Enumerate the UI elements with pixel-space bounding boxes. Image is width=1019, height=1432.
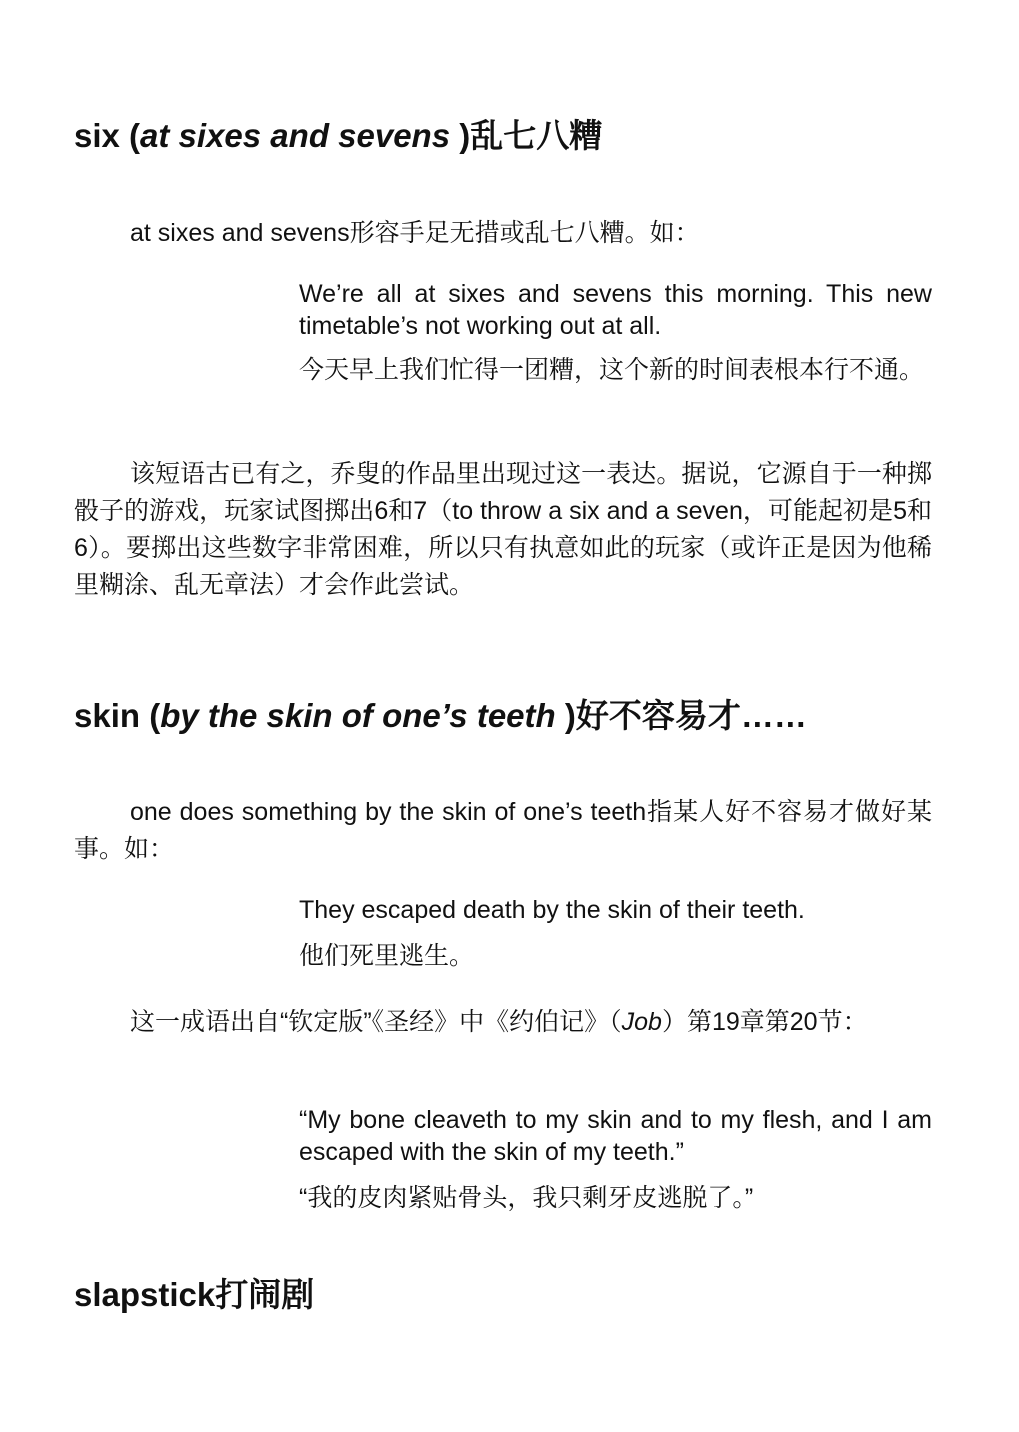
entry-intro-skin: one does something by the skin of one’s teeth指某人好不容易才做好某事。如： [74, 798, 932, 863]
heading-word: skin ( [74, 697, 161, 734]
quote-block-skin [299, 1104, 932, 1217]
quote-english: “My bone cleaveth to my skin and to my flesh, and I am escaped with the skin of my teeth.” [299, 1106, 932, 1166]
example-english: They escaped death by the skin of their teeth. [299, 896, 805, 924]
heading-meaning: )好不容易才…… [555, 697, 807, 734]
entry-heading-six [74, 116, 602, 156]
example-block-six [299, 278, 932, 389]
origin-text: 这一成语出自“钦定版”《圣经》中《约伯记》（ [130, 1008, 622, 1036]
heading-phrase: at sixes and sevens [140, 117, 451, 154]
entry-heading-skin [74, 696, 807, 736]
entry-origin-six: 该短语古已有之，乔叟的作品里出现过这一表达。据说，它源自于一种掷骰子的游戏，玩家试图掷出6和7（to throw a six and a seven，可能起初是5和6）。要掷出这些数字非常困难，所以只有执意如此的玩家（或许正是因为他稀里糊涂、乱无章法）才会作此尝试。 [74, 460, 932, 599]
entry-heading-slapstick: slapstick打闹剧 [74, 1276, 315, 1313]
example-block-skin [299, 894, 932, 975]
origin-text-end: ）第19章第20节： [661, 1008, 868, 1036]
heading-meaning: )乱七八糟 [450, 117, 603, 154]
example-chinese: 今天早上我们忙得一团糟，这个新的时间表根本行不通。 [299, 356, 925, 384]
quote-chinese: “我的皮肉紧贴骨头，我只剩牙皮逃脱了。” [299, 1184, 754, 1212]
heading-word: six ( [74, 117, 141, 154]
example-chinese: 他们死里逃生。 [299, 942, 475, 970]
origin-book-title: Job [621, 1008, 662, 1036]
entry-origin-skin [74, 1004, 932, 1041]
document-page [74, 0, 934, 1432]
example-english: We’re all at sixes and sevens this morning. This new timetable’s not working out at all. [299, 280, 932, 340]
entry-intro-six: at sixes and sevens形容手足无措或乱七八糟。如： [130, 219, 700, 247]
heading-phrase: by the skin of one’s teeth [160, 697, 556, 734]
